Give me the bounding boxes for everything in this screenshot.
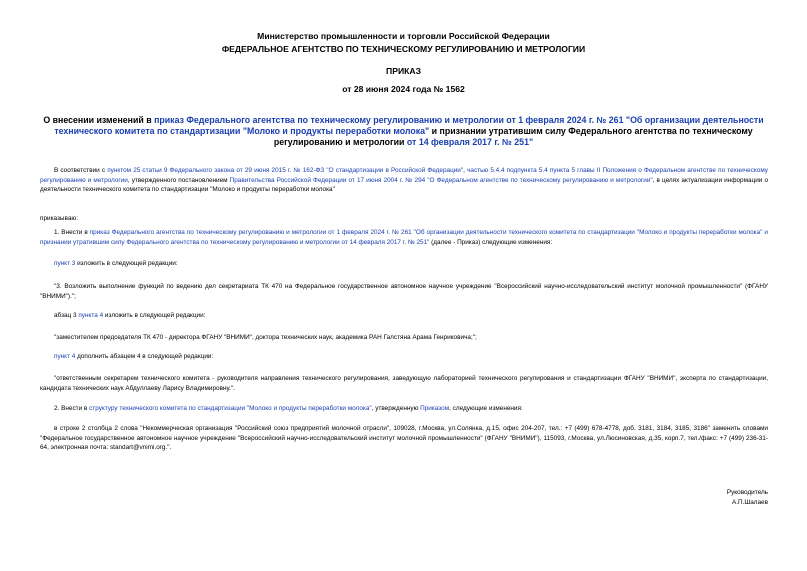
paragraph-3-instruction: [40, 311, 768, 321]
item1-text-b: (далее - Приказ) следующие изменения:: [429, 238, 553, 246]
point-4-instruction: [40, 352, 768, 362]
point-3-text: изложить в следующей редакции:: [75, 260, 178, 267]
point-3-link[interactable]: пункт 3: [54, 260, 76, 267]
preamble-text-d: , в целях актуализации информации о деятельности технического комитета по стандартизации "Молоко и продукты переработки молока": [40, 176, 768, 194]
doc-type-heading: ПРИКАЗ: [386, 66, 421, 76]
item2-text-b: , утвержденную: [371, 405, 421, 412]
item-2-text: в строке 2 столбца 2 слова "Некоммерческая организация "Российский союз предприятий молочной отрасли", 109028, г.Москва, ул.Солянка, д.15, офис 204-207, тел.: +7 (499) 678-4778, доб. 3181, 3184, 3185, 3186" заменить словами "Федеральное государственное автономное научное учреждение "Всероссийский научно-исследовательский институт молочной промышленности" (ФГАНУ "ВНИМИ"), 115093, г.Москва, ул.Люсиновская, д.35, корп.7, тел./факс: +7 (499) 236-31-64, электронная почта: standart@vnimi.org.".: [40, 425, 768, 452]
point-3-quote: "3. Возложить выполнение функций по ведению дел секретариата ТК 470 на Федеральное государственное автономное научное учреждение "Всероссийский научно-исследовательский институт молочной промышленности" (ФГАНУ "ВНИМИ").";: [40, 283, 768, 300]
agency-heading: ФЕДЕРАЛЬНОЕ АГЕНТСТВО ПО ТЕХНИЧЕСКОМУ РЕГУЛИРОВАНИЮ И МЕТРОЛОГИИ: [221, 44, 586, 54]
document-subject: [40, 115, 767, 148]
item2-text-a: 2. Внести в: [54, 405, 90, 412]
item2-link-order[interactable]: Приказом: [420, 405, 450, 412]
preamble-link-law[interactable]: пунктом 25 статьи 9 Федерального закона от 29 июня 2015 г. № 162-ФЗ "О стандартизации в Российской Федерации": [107, 167, 464, 174]
point-4-text: дополнить абзацем 4 в следующей редакции:: [75, 353, 214, 360]
point-4-link-b[interactable]: пункт 4: [54, 353, 76, 360]
point-3-instruction: [40, 259, 768, 269]
item-2: [40, 404, 768, 414]
paragraph-3-quote: "заместителем председателя ТК 470 - директора ФГАНУ "ВНИМИ", доктора технических наук, академика РАН Галстяна Арама Генриковича;";: [54, 334, 477, 341]
preamble-text-b: ,: [463, 167, 468, 174]
abz3-text-a: абзац 3: [54, 312, 79, 319]
signature-title: Руководитель: [726, 489, 768, 496]
date-number: от 28 июня 2024 года № 1562: [342, 84, 465, 94]
item2-text-c: , следующие изменения:: [449, 405, 523, 412]
preamble-text-a: В соответствии с: [54, 167, 108, 174]
subject-link-order-251[interactable]: от 14 февраля 2017 г. № 251": [406, 137, 534, 147]
item1-link-order[interactable]: приказ Федерального агентства по техническому регулированию и метрологии от 1 февраля 2024 г. № 261 "Об организации деятельности технического комитета по стандартизации "Молоко и продукты переработки молока" и признании утратившим силу Федерального агентства по техническому регулированию и метрологии от 14 февраля 2017 г. № 251": [40, 229, 768, 246]
ministry-heading: Министерство промышленности и торговли Российской Федерации: [257, 31, 550, 41]
subject-text-1: О внесении изменений в: [43, 115, 155, 125]
preamble-text-c: , утвержденного постановлением: [127, 176, 230, 184]
preamble: [40, 166, 768, 195]
preamble-link-government[interactable]: Правительства Российской Федерации от 17 июня 2004 г. № 294 "О Федеральном агентстве по техническому регулированию и метрологии": [229, 176, 653, 184]
subject-text-2: и признании утратившим силу Федерального агентства по техническому регулированию и метрологии: [273, 126, 753, 147]
prikazyvayu: приказываю:: [40, 215, 78, 222]
item2-link-structure[interactable]: структуру технического комитета по стандартизации "Молоко и продукты переработки молока": [89, 405, 372, 412]
abz3-text-b: изложить в следующей редакции:: [103, 312, 206, 319]
item1-text-a: 1. Внести в: [54, 229, 90, 236]
subject-link-order-261[interactable]: приказ Федерального агентства по техническому регулированию и метрологии от 1 февраля 2024 г. № 261 "Об организации деятельности технического комитета по стандартизации "Молоко и продукты переработки молока": [54, 115, 764, 136]
point-4-quote: "ответственным секретарем технического комитета - руководителя направления технического регулирования, заведующую лабораторией технического регулирования и стандартизации ФГАНУ "ВНИМИ", эксперта по стандартизации, кандидата технических наук Абдуллаеву Ларису Владимировну.".: [40, 375, 768, 392]
preamble-link-regulation[interactable]: частью 5.4.4 подпункта 5.4 пункта 5 главы II Положения о Федеральном агентстве по техническому регулированию и метрологии: [40, 167, 768, 184]
item-1: [40, 228, 768, 247]
signature-name: А.П.Шалаев: [731, 499, 768, 506]
point-4-link-a[interactable]: пункта 4: [78, 312, 104, 319]
